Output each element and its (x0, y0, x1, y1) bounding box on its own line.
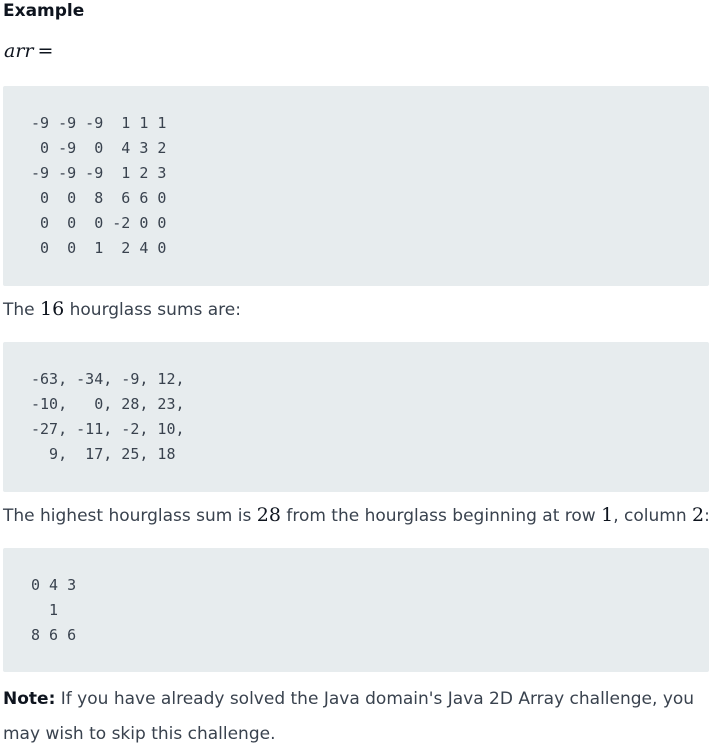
arr-variable: arr (4, 40, 34, 62)
sums-intro (3, 298, 241, 320)
highest-sentence (3, 504, 710, 526)
highest-text-1: The highest hourglass sum is (3, 506, 257, 526)
note-text: If you have already solved the Java domain's Java 2D Array challenge, you may wish to skip this challenge. (3, 689, 695, 744)
matrix-code-block (3, 86, 709, 286)
arr-equals: = (37, 40, 54, 62)
highest-text-4: : (704, 506, 710, 526)
sums-intro-before: The (3, 300, 41, 320)
sums-count: 16 (40, 298, 65, 320)
highest-sum: 28 (256, 504, 281, 526)
highest-text-3: , column (613, 506, 693, 526)
highest-row: 1 (601, 504, 614, 526)
highest-col: 2 (692, 504, 705, 526)
sums-text: -63, -34, -9, 12, -10, 0, 28, 23, -27, -11, -2, 10, 9, 17, 25, 18 (31, 370, 185, 463)
arr-label (4, 40, 53, 62)
section-heading: Example (3, 1, 85, 21)
note-paragraph (3, 682, 703, 752)
note-label: Note: (3, 689, 56, 709)
hourglass-text: 0 4 3 1 8 6 6 (31, 576, 77, 644)
sums-intro-after: hourglass sums are: (64, 300, 241, 320)
matrix-text: -9 -9 -9 1 1 1 0 -9 0 4 3 2 -9 -9 -9 1 2 3 0 0 8 6 6 0 0 0 0 -2 0 0 0 0 1 2 4 0 (31, 114, 167, 257)
hourglass-code-block (3, 548, 709, 672)
sums-code-block (3, 342, 709, 492)
highest-text-2: from the hourglass beginning at row (280, 506, 602, 526)
